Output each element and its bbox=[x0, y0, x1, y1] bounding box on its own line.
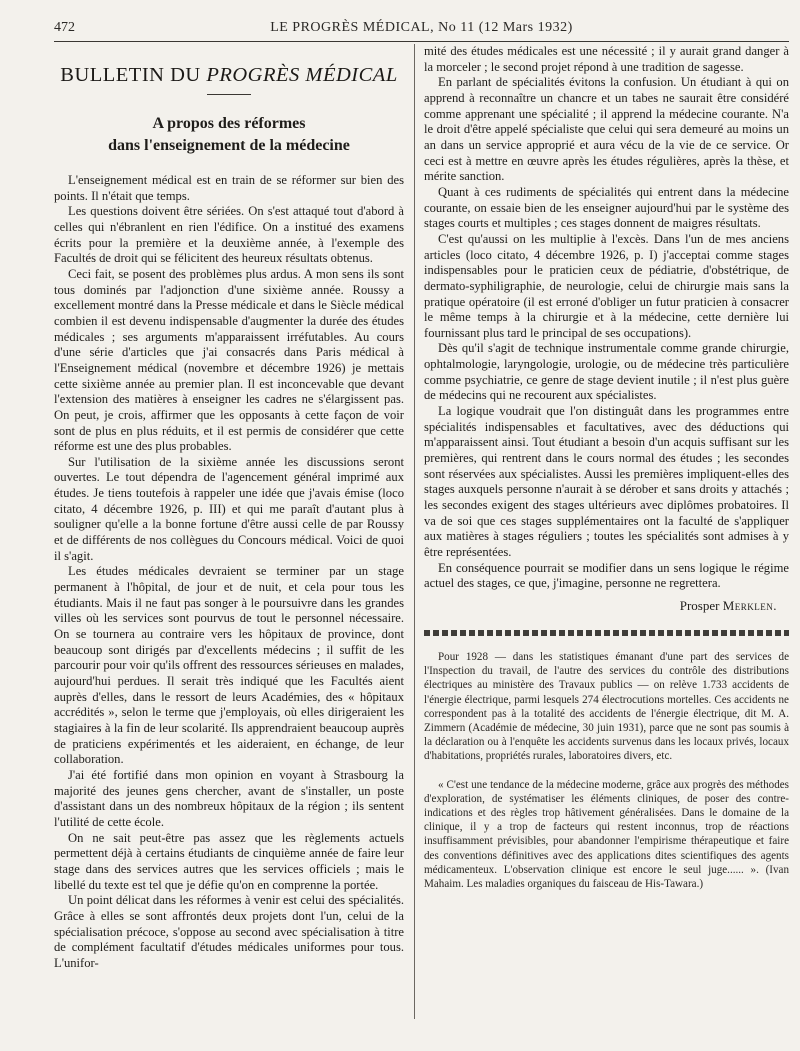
page-number: 472 bbox=[54, 20, 75, 35]
paragraph: Ceci fait, se posent des problèmes plus ardus. A mon sens ils sont tous dominés par l'adjonction d'une sixième année. Roussy a excellement montré dans la Presse médicale et dans le Siècle médical combien il est devenu indispensable d'augmenter la durée des études médicales ; ses arguments m'apparaissent irréfutables. Au cours d'une série d'articles que j'ai consacrés dans Paris médical à l'Enseignement médical (novembre et décembre 1926) je mettais cette sixième année au premier plan. Il est inconcevable que devant l'extension des matières à enseigner les cadres ne s'élargissent pas. On peut, je crois, affirmer que les opposants à cette façon de voir sont de plus en plus réduits, et il est permis de considérer que cette réforme est une des plus probables. bbox=[54, 266, 404, 454]
paragraph: Un point délicat dans les réformes à venir est celui des spécialités. Grâce à elles se sont affrontés deux projets dont l'un, celui de la spécialisation précoce, s'oppose au second avec spécialisation à titre de complément facultatif d'études médicales uniformes pour tous. L'unifor- bbox=[54, 893, 404, 970]
header-rule bbox=[54, 41, 789, 42]
right-column bbox=[424, 44, 789, 891]
note-gap bbox=[424, 764, 789, 778]
paragraph: En parlant de spécialités évitons la confusion. Un étudiant à qui on apprend à reconnaître un chancre et un tabes ne saurait être considéré comme apprenant une spécialité ; il apprend la médecine courante. N'a le droit d'être appelé spécialiste que celui qui sera demeuré au moins un an dans un service approprié et aura vécu de la vie de ce service. Or ceci est à mettre en œuvre après les études régulières, après la thèse, et mérite sanction. bbox=[424, 75, 789, 184]
article-title bbox=[54, 113, 404, 157]
bulletin-title-italic: PROGRÈS MÉDICAL bbox=[206, 64, 398, 86]
signature bbox=[424, 598, 789, 614]
paragraph: Les questions doivent être sériées. On s'est attaqué tout d'abord à celles qui n'ébranlent en rien l'édifice. On a institué des examens écrits pour la première et la deuxième année, à l'exemple des Facultés de droit qui se félicitent des heureux résultats obtenus. bbox=[54, 204, 404, 266]
paragraph: La logique voudrait que l'on distinguât dans les programmes entre spécialités indispensables et facultatives, avec des déductions qui m'apparaissent ainsi. Tout étudiant a besoin d'un acquis suffisant sur les premières, qui rentrent dans le cours normal des études ; les secondes sont réservées aux spécialistes. Aussi les premières impliquent-elles des stages auxquels personne n'aurait à se dérober et sans droits y attachés ; les secondes exigent des stages ultérieurs avec diplômes probatoires. Il va de soi que ces stages supplémentaires ont la faculté de s'appliquer aux matières à stages réguliers ; toutes les spécialités sont admises à y être représentées. bbox=[424, 404, 789, 559]
paragraph: Dès qu'il s'agit de technique instrumentale comme grande chirurgie, ophtalmologie, laryngologie, urologie, ou de médecine très particulière comme psychiatrie, ce genre de stage devient inutile ; il n'est plus guère de médecins qui ne recourent aux spécialistes. bbox=[424, 341, 789, 403]
paragraph: mité des études médicales est une nécessité ; il y aurait grand danger à la morceler ; le second projet répond à une tradition de sagesse. bbox=[424, 44, 789, 74]
paragraph: En conséquence pourrait se modifier dans un sens logique le régime actuel des stages, ce que, j'imagine, personne ne regrettera. bbox=[424, 560, 789, 591]
column-divider bbox=[414, 44, 415, 1019]
running-header bbox=[54, 20, 789, 40]
running-title: LE PROGRÈS MÉDICAL, No 11 (12 Mars 1932) bbox=[270, 20, 573, 35]
paragraph: J'ai été fortifié dans mon opinion en voyant à Strasbourg la majorité des jeunes gens chercher, avant de s'installer, un poste d'assistant dans un des nombreux hôpitaux de la région ; ils sentent l'utilité de cette école. bbox=[54, 767, 404, 829]
paragraph: L'enseignement médical est en train de se réformer sur bien des points. Il n'était que temps. bbox=[54, 173, 404, 203]
left-column bbox=[54, 50, 404, 971]
article-title-line-2: dans l'enseignement de la médecine bbox=[108, 137, 350, 154]
title-rule bbox=[207, 94, 251, 95]
signature-last-name: Merklen. bbox=[722, 597, 777, 613]
bulletin-title-prefix: BULLETIN DU bbox=[60, 64, 207, 86]
article-title-line-1: A propos des réformes bbox=[152, 115, 306, 132]
paragraph: C'est qu'aussi on les multiplie à l'excès. Dans l'un de mes anciens articles (loco citato, 4 décembre 1926, p. I) j'acceptai comme stages indispensables pour le praticien ceux de pédiatrie, d'obstétrique, de dermato-syphiligraphie, de neurologie, celui de chirurgie mais sans la pratique opératoire (il est erroné d'obliger un futur praticien à consacrer le même temps à la chirurgie et à la médecine, cette dernière lui fournissant plus tard le principal de ses occupations). bbox=[424, 231, 789, 340]
quote-note: « C'est une tendance de la médecine moderne, grâce aux progrès des méthodes d'exploration, de systématiser les éléments cliniques, de poser des contre-indications et des règles trop hâtivement généralisées. Dans le domaine de la clinique, il y a trop de facteurs qui restent inconnus, trop de réactions insuffisamment prévisibles, pour abandonner l'empirisme thérapeutique et faire des conventions définitives avec des applications dites scientifiques des agents médicamenteux. L'observation clinique est encore le seul juge...... ». (Ivan Mahaim. Les maladies organiques du faisceau de His-Tawara.) bbox=[424, 778, 789, 891]
signature-first-name: Prosper bbox=[679, 597, 723, 613]
paragraph: Quant à ces rudiments de spécialités qui entrent dans la médecine courante, on essaie bien de les enseigner aujourd'hui par le système des stages courts et multiples ; ces stages donnent de maigres résultats. bbox=[424, 184, 789, 231]
bulletin-title bbox=[54, 64, 404, 87]
paragraph: On ne sait peut-être pas assez que les règlements actuels permettent déjà à certains étudiants de cinquième année de faire leur stage dans des services autres que les services officiels ; mais le libellé du texte est tel que je défie qu'on en comprenne la portée. bbox=[54, 830, 404, 892]
paragraph: Sur l'utilisation de la sixième année les discussions seront ouvertes. Le tout dépendra de l'agencement général imprimé aux études. Je tiens toutefois à rappeler une idée que j'avais émise (loco citato, 4 décembre 1926, p. III) et qui me paraît d'autant plus à souligner qu'elle a la bonne fortune d'être aussi celle de par Roussy et de différents de nos collègues du Concours médical. Voici de quoi il s'agit. bbox=[54, 454, 404, 563]
paragraph: Les études médicales devraient se terminer par un stage permanent à l'hôpital, de jour et de nuit, et cela pour tous les étudiants. Mais il ne faut pas songer à le poursuivre dans les grandes villes où les services sont pourvus de tout le personnel nécessaire. On se tournera au contraire vers les hôpitaux de province, dont beaucoup sont dirigés par d'excellents médecins ; il suffit de les parcourir pour voir qu'ils offrent des ressources sérieuses en malades, aujourd'hui perdues. Il serait très indiqué que les Facultés aient auprès d'elles, dans le ressort de leurs Académies, des « hôpitaux accrédités », selon le terme que j'employais, où elles dirigeraient les stagiaires à la fin de leur scolarité. Ils apprendraient beaucoup auprès de praticiens expérimentés et les aideraient, en échange, de leur collaboration. bbox=[54, 564, 404, 767]
dotted-separator bbox=[424, 630, 789, 636]
news-note: Pour 1928 — dans les statistiques émanant d'une part des services de l'Inspection du travail, de l'autre des services du contrôle des distributions électriques au ministère des Travaux publics — on relève 1.733 accidents de l'énergie électrique, parmi lesquels 274 électrocutions mortelles. Ces accidents ne correspondent pas à la totalité des accidents de l'énergie électrique, dit M. A. Zimmern (Académie de médecine, 30 juin 1931), parce que ne sont pas soumis à la déclaration ou à l'enquête les accidents survenus dans les locaux privés, locaux d'habitations, propriétés rurales, laboratoires divers, etc. bbox=[424, 650, 789, 763]
